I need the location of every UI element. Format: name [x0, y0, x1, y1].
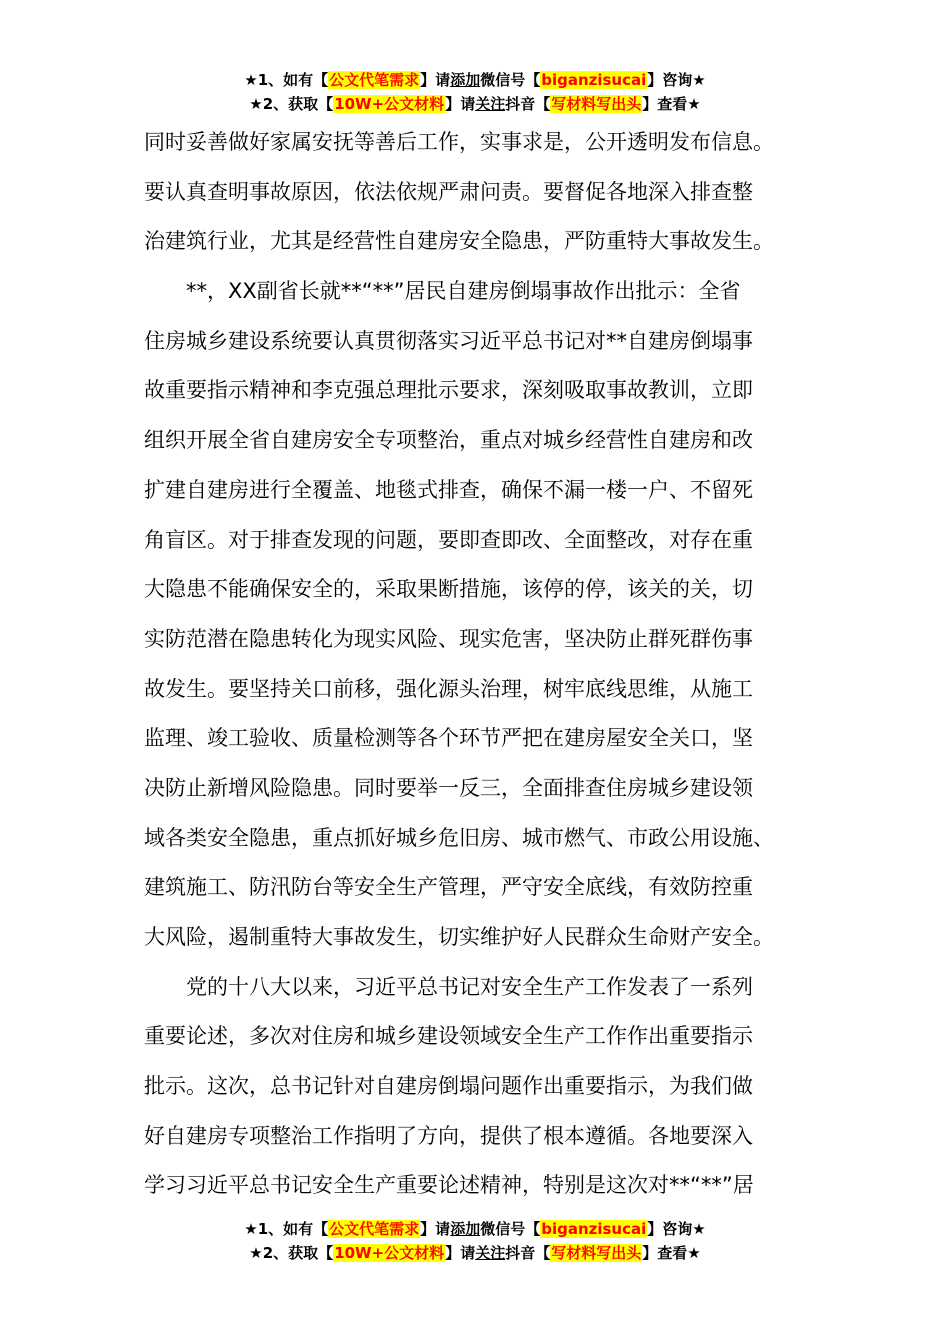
text-line: 大隐患不能确保安全的，采取果断措施，该停的停，该关的关，切: [144, 577, 753, 602]
banner-underline: 添加: [450, 71, 481, 89]
banner-line-1: [0, 70, 950, 94]
banner-text: 】请: [420, 1220, 451, 1238]
banner-highlight: 写材料写出头: [551, 1244, 642, 1262]
text-line: **，XX副省长就**“**”居民自建房倒塌事故作出批示：全省: [144, 279, 741, 304]
text-line: 域各类安全隐患，重点抓好城乡危旧房、城市燃气、市政公用设施、: [144, 825, 774, 850]
banner-text: 】请: [445, 1244, 476, 1262]
document-body: [144, 118, 804, 1211]
banner-text: 抖音【: [505, 1244, 551, 1262]
banner-highlight: 10W+公文材料: [334, 1244, 445, 1262]
text-line: 要认真查明事故原因，依法依规严肃问责。要督促各地深入排查整: [144, 179, 753, 204]
banner-highlight: 公文代笔需求: [329, 1220, 420, 1238]
text-line: 大风险，遏制重特大事故发生，切实维护好人民群众生命财产安全。: [144, 925, 774, 949]
banner-text: 】请: [420, 71, 451, 89]
banner-text: ★2、获取【: [249, 95, 334, 113]
banner-line-2: [0, 94, 950, 118]
text-line: 角盲区。对于排查发现的问题，要即查即改、全面整改，对存在重: [144, 527, 753, 552]
text-line: 好自建房专项整治工作指明了方向，提供了根本遵循。各地要深入: [144, 1123, 753, 1148]
text-line: 住房城乡建设系统要认真贯彻落实习近平总书记对**自建房倒塌事: [144, 328, 753, 353]
footer-banner: [0, 1219, 950, 1267]
banner-highlight: 写材料写出头: [551, 95, 642, 113]
text-line: 实防范潜在隐患转化为现实风险、现实危害，坚决防止群死群伤事: [144, 626, 753, 651]
text-line: 同时妥善做好家属安抚等善后工作，实事求是，公开透明发布信息。: [144, 130, 774, 154]
banner-text: ★1、如有【: [244, 71, 329, 89]
banner-text: 】查看★: [642, 1244, 701, 1262]
text-line: 重要论述，多次对住房和城乡建设领域安全生产工作作出重要指示: [144, 1024, 753, 1049]
text-line: 治建筑行业，尤其是经营性自建房安全隐患，严防重特大事故发生。: [144, 229, 774, 254]
banner-text: 微信号【: [480, 1220, 541, 1238]
banner-text: 】请: [445, 95, 476, 113]
banner-text: 抖音【: [505, 95, 551, 113]
banner-underline: 关注: [475, 1244, 506, 1262]
text-line: 故发生。要坚持关口前移，强化源头治理，树牢底线思维，从施工: [144, 676, 753, 701]
text-line: 决防止新增风险隐患。同时要举一反三，全面排查住房城乡建设领: [144, 775, 753, 800]
banner-highlight: biganzisucai: [541, 71, 647, 89]
text-line: 批示。这次，总书记针对自建房倒塌问题作出重要指示，为我们做: [144, 1074, 753, 1099]
banner-text: ★2、获取【: [249, 1244, 334, 1262]
banner-text: 】咨询★: [647, 1220, 706, 1238]
text-line: 学习习近平总书记安全生产重要论述精神，特别是这次对**“**”居: [144, 1173, 754, 1198]
text-line: 监理、竣工验收、质量检测等各个环节严把在建房屋安全关口，坚: [144, 726, 753, 751]
banner-underline: 关注: [475, 95, 506, 113]
banner-line-2: [0, 1243, 950, 1267]
banner-underline: 添加: [450, 1220, 481, 1238]
text-line: 党的十八大以来，习近平总书记对安全生产工作发表了一系列: [144, 974, 753, 999]
banner-line-1: [0, 1219, 950, 1243]
text-line: 故重要指示精神和李克强总理批示要求，深刻吸取事故教训，立即: [144, 378, 753, 403]
banner-highlight: 公文代笔需求: [329, 71, 420, 89]
banner-highlight: biganzisucai: [541, 1220, 647, 1238]
banner-text: 】咨询★: [647, 71, 706, 89]
text-line: 扩建自建房进行全覆盖、地毯式排查，确保不漏一楼一户、不留死: [144, 477, 753, 502]
banner-text: 微信号【: [480, 71, 541, 89]
banner-text: 】查看★: [642, 95, 701, 113]
banner-text: ★1、如有【: [244, 1220, 329, 1238]
text-line: 建筑施工、防汛防台等安全生产管理，严守安全底线，有效防控重: [144, 875, 753, 900]
banner-highlight: 10W+公文材料: [334, 95, 445, 113]
text-line: 组织开展全省自建房安全专项整治，重点对城乡经营性自建房和改: [144, 428, 753, 453]
header-banner: [0, 70, 950, 118]
